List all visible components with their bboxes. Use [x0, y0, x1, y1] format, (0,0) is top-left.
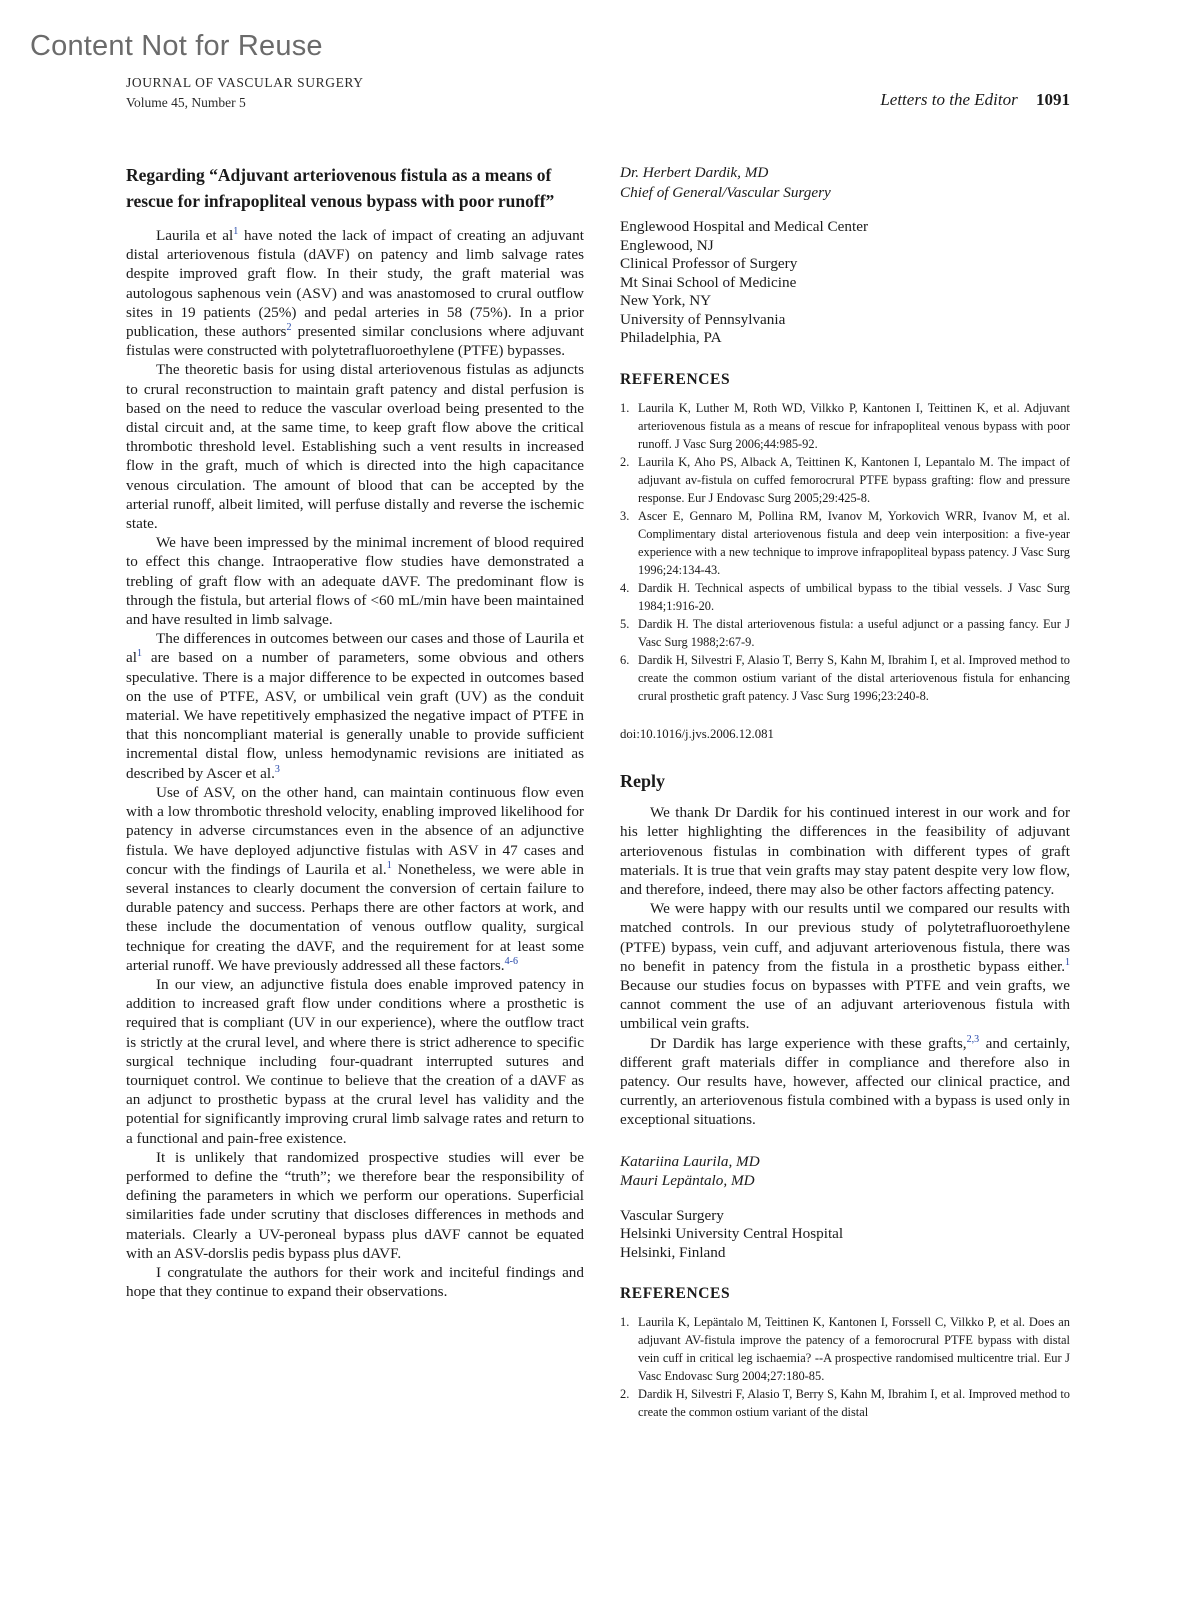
- letter-paragraph: [126, 783, 584, 975]
- reply-paragraph: [620, 899, 1070, 1033]
- body-text: and certainly, different graft materials differ in compliance and therefore also in patency. Our results have, however, affected our clinical practice, and currently, an arteriovenous fistula combined with a bypass is used only in exceptional situations.: [620, 1034, 1070, 1129]
- reference-text: Dardik H, Silvestri F, Alasio T, Berry S, Kahn M, Ibrahim I, et al. Improved method to create the common ostium variant of the distal arteriovenous fistula for enhancing crural prosthetic graft patency. J Vasc Surg 1996;23:240-8.: [638, 652, 1070, 703]
- body-text: We were happy with our results until we compared our results with matched controls. In our previous study of polytetrafluoroethylene (PTFE) bypass, vein cuff, and adjuvant arteriovenous fistula, there was no benefit in patency from the fistula in a prosthetic bypass either.: [620, 900, 1070, 975]
- letter-references-list: [620, 399, 1070, 705]
- affiliation-line: Helsinki University Central Hospital: [620, 1225, 844, 1243]
- letter-paragraph: [126, 629, 584, 783]
- watermark-text: Content Not for Reuse: [30, 30, 323, 62]
- reference-item: [620, 507, 1070, 579]
- reference-text: Laurila K, Aho PS, Alback A, Teittinen K, Kantonen I, Lepantalo M. The impact of adjuvant av-fistula on cuffed femorocrural PTFE bypass grafting: flow and pressure response. Eur J Endovasc Surg 2005;29:425-8.: [638, 454, 1070, 505]
- reference-item: [620, 579, 1070, 615]
- reference-number: 2.: [620, 1387, 630, 1402]
- reference-number: 3.: [620, 508, 630, 523]
- reference-number: 6.: [620, 652, 630, 667]
- reference-number: 1.: [620, 400, 630, 415]
- reply-signature: [620, 1152, 1070, 1191]
- reference-text: Laurila K, Lepäntalo M, Teittinen K, Kantonen I, Forssell C, Vilkko P, et al. Does an adjuvant AV-fistula improve the patency of a femorocrural PTFE bypass with distal vein cuff in critical leg ischaemia? --A prospective randomised multicentre trial. Eur J Vasc Endovasc Surg 2004;27:180-85.: [638, 1315, 1070, 1384]
- citation-link[interactable]: 1: [233, 225, 239, 237]
- body-text: Because our studies focus on bypasses with PTFE and vein grafts, we cannot comment the use of an adjuvant arteriovenous fistula with umbilical vein grafts.: [620, 976, 1070, 1033]
- body-text: I congratulate the authors for their work and inciteful findings and hope that they continue to expand their observations.: [126, 1263, 584, 1301]
- citation-link[interactable]: 2,3: [966, 1033, 980, 1045]
- letter-paragraph: [126, 360, 584, 533]
- signature-line: Dr. Herbert Dardik, MD: [620, 164, 769, 181]
- reference-item: [620, 399, 1070, 453]
- signature-line: Katariina Laurila, MD: [620, 1152, 760, 1170]
- reference-text: Ascer E, Gennaro M, Pollina RM, Ivanov M, Yorkovich WRR, Ivanov M, et al. Complimentary distal arteriovenous fistula and deep vein interposition: a five-year experience with a new technique to improve infrapopliteal bypass patency. J Vasc Surg 1996;24:134-43.: [638, 508, 1070, 577]
- affiliation-line: Vascular Surgery: [620, 1206, 724, 1224]
- letter-signature: [620, 163, 1070, 202]
- citation-link[interactable]: 2: [286, 321, 292, 333]
- affiliation-line: Englewood, NJ: [620, 236, 714, 254]
- reply-heading: Reply: [620, 770, 665, 791]
- reply-body: [620, 803, 1070, 1129]
- letter-title: Regarding “Adjuvant arteriovenous fistula as a means of rescue for infrapopliteal venous bypass with poor runoff”: [126, 165, 555, 211]
- reference-item: [620, 651, 1070, 705]
- letter-paragraph: [126, 1263, 584, 1301]
- affiliation-line: New York, NY: [620, 292, 712, 309]
- reference-number: 2.: [620, 454, 630, 469]
- reference-number: 4.: [620, 580, 630, 595]
- citation-link[interactable]: 1: [1065, 956, 1070, 968]
- body-text: Dr Dardik has large experience with these grafts,: [650, 1034, 967, 1052]
- reply-affiliation: [620, 1207, 1070, 1263]
- letter-paragraph: [126, 1148, 584, 1263]
- body-text: Laurila et al: [156, 227, 234, 244]
- doi-link[interactable]: doi:10.1016/j.jvs.2006.12.081: [620, 726, 774, 741]
- citation-link[interactable]: 4-6: [504, 955, 518, 967]
- reply-references-heading: REFERENCES: [620, 1285, 731, 1303]
- reference-number: 5.: [620, 616, 630, 631]
- body-text: presented similar conclusions where adjuvant fistulas were constructed with polytetrafluoroethylene (PTFE) bypasses.: [126, 323, 584, 360]
- reference-item: [620, 453, 1070, 507]
- reply-paragraph: [620, 1034, 1070, 1130]
- body-text: have noted the lack of impact of creating an adjuvant distal arteriovenous fistula (dAVF) on patency and limb salvage rates despite improved graft flow. In their study, the graft material was autologous saphenous vein (ASV) and was anastomosed to crural outflow sites in 19 patients (25%) and pedal arteries in 58 (75%). In a prior publication, these authors: [126, 227, 584, 341]
- affiliation-line: Philadelphia, PA: [620, 329, 722, 346]
- body-text: Use of ASV, on the other hand, can maintain continuous flow even with a low thrombotic threshold velocity, enabling improved likelihood for patency in adverse circumstances even in the absence of an adjunctive fistula. We have deployed adjunctive fistulas with ASV in 47 cases and concur with the findings of Laurila et al.: [126, 783, 584, 878]
- body-text: The differences in outcomes between our cases and those of Laurila et al: [126, 630, 584, 667]
- reply-references-list: [620, 1313, 1070, 1421]
- affiliation-line: University of Pennsylvania: [620, 310, 786, 328]
- reply-paragraph: [620, 803, 1070, 899]
- citation-link[interactable]: 1: [386, 859, 392, 871]
- letter-paragraph: [126, 533, 584, 629]
- reference-text: Laurila K, Luther M, Roth WD, Vilkko P, Kantonen I, Teittinen K, et al. Adjuvant arteriovenous fistula as a means of rescue for infrapopliteal venous bypass with poor runoff. J Vasc Surg 2006;44:985-92.: [638, 400, 1070, 451]
- running-head: [880, 90, 1070, 110]
- affiliation-line: Helsinki, Finland: [620, 1243, 726, 1261]
- reference-number: 1.: [620, 1315, 630, 1330]
- letter-references-heading: REFERENCES: [620, 370, 731, 388]
- right-column: [620, 163, 1070, 1421]
- reference-item: [620, 1385, 1070, 1421]
- reference-text: Dardik H. The distal arteriovenous fistula: a useful adjunct or a passing fancy. Eur J Vasc Surg 1988;2:67-9.: [638, 616, 1070, 649]
- affiliation-line: Mt Sinai School of Medicine: [620, 273, 797, 291]
- body-text: are based on a number of parameters, some obvious and others speculative. There is a major difference to be expected in outcomes based on the use of PTFE, ASV, or umbilical vein graft (UV) as the conduit material. We have repetitively emphasized the negative impact of PTFE in that this noncompliant material is generally unable to provide sufficient incremental distal flow, unless hemodynamic revisions are initiated as described by Ascer et al.: [126, 649, 584, 782]
- signature-line: Chief of General/Vascular Surgery: [620, 183, 831, 201]
- reference-item: [620, 1313, 1070, 1385]
- body-text: The theoretic basis for using distal arteriovenous fistulas as adjuncts to crural reconstruction to maintain graft patency and distal perfusion is based on the need to reduce the vascular overload being presented to the distal circuit and, at the same time, to keep graft flow above the critical thrombotic threshold level. Establishing such a vent results in increased flow in the graft, much of which is directed into the high capacitance venous circulation. The amount of blood that can be accepted by the arterial runoff, albeit limited, will perfuse distally and reverse the ischemic state.: [126, 361, 584, 533]
- letter-affiliation: [620, 218, 1070, 348]
- body-text: We have been impressed by the minimal increment of blood required to effect this change. Intraoperative flow studies have demonstrated a trebling of graft flow with an adequate dAVF. The predominant flow is through the fistula, but arterial flows of <60 mL/min have been maintained and have resulted in limb salvage.: [126, 534, 584, 629]
- letter-paragraph: [126, 975, 584, 1148]
- reference-text: Dardik H. Technical aspects of umbilical bypass to the tibial vessels. J Vasc Surg 1984;1:916-20.: [638, 580, 1070, 613]
- body-text: It is unlikely that randomized prospective studies will ever be performed to define the “truth”; we therefore bear the responsibility of defining the parameters in which we perform our operations. Superficial similarities fade under scrutiny that discloses differences in methods and materials. Clearly a UV-peroneal bypass plus dAVF cannot be equated with an ASV-dorslis pedis bypass plus dAVF.: [126, 1148, 584, 1262]
- body-text: We thank Dr Dardik for his continued interest in our work and for his letter highlighting the differences in the feasibility of adjuvant arteriovenous fistulas in combination with different types of graft materials. It is true that vein grafts may stay patent despite very low flow, and therefore, indeed, there may also be other factors affecting patency.: [620, 804, 1070, 898]
- reference-item: [620, 615, 1070, 651]
- citation-link[interactable]: 1: [136, 648, 142, 660]
- signature-line: Mauri Lepäntalo, MD: [620, 1172, 755, 1190]
- affiliation-line: Clinical Professor of Surgery: [620, 255, 798, 272]
- section-name: Letters to the Editor: [880, 90, 1018, 109]
- journal-name: JOURNAL OF VASCULAR SURGERY: [126, 75, 364, 90]
- citation-link[interactable]: 3: [274, 763, 280, 775]
- letter-body: [126, 226, 584, 1301]
- reference-text: Dardik H, Silvestri F, Alasio T, Berry S, Kahn M, Ibrahim I, et al. Improved method to create the common ostium variant of the distal: [638, 1387, 1070, 1420]
- page-number: 1091: [1036, 90, 1070, 109]
- body-text: In our view, an adjunctive fistula does enable improved patency in addition to increased graft flow under conditions where a prosthetic is required that is compliant (UV in our experience), where the outflow tract is strictly at the crural level, and where there is strict adherence to specific surgical technique including four-quadrant interrupted sutures and tourniquet control. We continue to believe that the creation of a dAVF as an adjunct to prosthetic bypass at the crural level has validity and the potential for significantly improving crural limb salvage rates and return to a functional and pain-free existence.: [126, 975, 584, 1147]
- affiliation-line: Englewood Hospital and Medical Center: [620, 218, 868, 235]
- journal-volume: Volume 45, Number 5: [126, 95, 246, 110]
- body-text: Nonetheless, we were able in several instances to clearly document the conversion of certain failure to durable patency and success. Perhaps there are other factors at work, and these include the documentation of venous outflow quality, surgical technique for creating the dAVF, and the requirement for at least some arterial runoff. We have previously addressed all these factors.: [126, 860, 584, 974]
- left-column: [126, 163, 584, 1301]
- letter-paragraph: [126, 226, 584, 360]
